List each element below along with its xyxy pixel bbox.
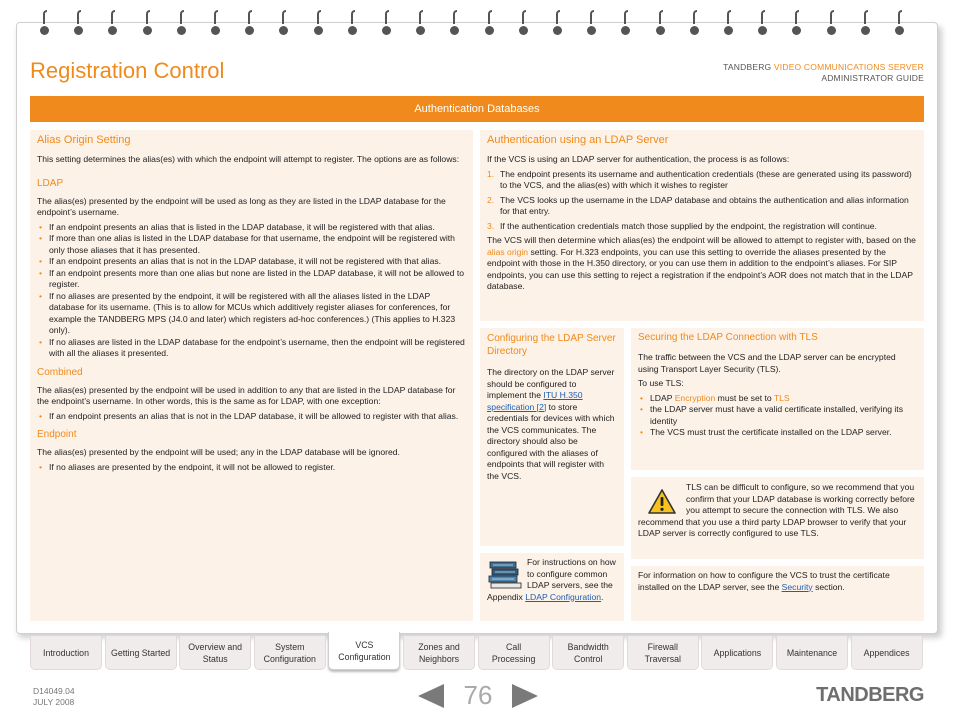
- configuring-text: [487, 367, 617, 482]
- securing-text: The traffic between the VCS and the LDAP server can be encrypted using Transport Layer Security (TLS).: [638, 352, 896, 374]
- binder-ring-icon: [861, 10, 871, 36]
- tab-call-processing[interactable]: [478, 636, 550, 670]
- tab-label: VCS Configuration: [338, 639, 391, 662]
- tls-warning-panel: [631, 477, 924, 559]
- tab-label: Bandwidth Control: [567, 641, 609, 664]
- alias-origin-heading: Alias Origin Setting: [37, 134, 131, 146]
- certificate-trust-text: [638, 570, 917, 593]
- configuring-panel: [480, 328, 624, 546]
- list-item: [487, 221, 917, 233]
- step-number: 1.: [487, 168, 495, 179]
- ldap-server-paragraph: [487, 235, 917, 293]
- tandberg-logo: TANDBERG: [816, 684, 924, 706]
- brand-guide: ADMINISTRATOR GUIDE: [821, 73, 924, 83]
- list-item: • If no aliases are presented by the endpoint, it will not be allowed to register.: [37, 462, 466, 474]
- tab-system-configuration[interactable]: [254, 636, 326, 670]
- securing-bullets: [638, 393, 917, 439]
- tab-applications[interactable]: [701, 636, 773, 670]
- ldap-server-steps: [487, 169, 917, 233]
- alias-origin-panel: [30, 130, 473, 621]
- tab-label: Overview and Status: [188, 641, 243, 664]
- binder-ring-icon: [177, 10, 187, 36]
- binder-ring-icon: [553, 10, 563, 36]
- paragraph-text: .: [601, 591, 604, 602]
- ldap-bullets: [37, 222, 466, 360]
- list-item: • the LDAP server must have a valid certificate installed, verifying its identity: [638, 404, 917, 427]
- paragraph-text: LDAP: [650, 392, 675, 403]
- binder-ring-icon: [792, 10, 802, 36]
- securing-to-use: To use TLS:: [638, 378, 684, 388]
- configuring-heading: Configuring the LDAP Server Directory: [487, 333, 616, 357]
- tab-label: Maintenance: [786, 647, 838, 658]
- combined-text: The alias(es) presented by the endpoint will be used in addition to any that are listed in the LDAP database for the endpoint’s username. In other words, this is the same as for LDAP, with one exception:: [37, 384, 456, 406]
- ldap-server-heading: Authentication using an LDAP Server: [487, 134, 669, 146]
- page-number: 76: [463, 680, 493, 710]
- tab-appendices[interactable]: [851, 636, 923, 670]
- tab-label: Firewall Traversal: [644, 641, 681, 664]
- next-page-arrow-icon[interactable]: [512, 684, 538, 708]
- list-item: [638, 393, 917, 405]
- securing-heading: Securing the LDAP Connection with TLS: [638, 332, 818, 343]
- ldap-server-intro: If the VCS is using an LDAP server for authentication, the process is as follows:: [487, 154, 790, 164]
- doc-number: D14049.04: [33, 686, 75, 696]
- document-id: [33, 686, 75, 708]
- tab-vcs-configuration[interactable]: [328, 632, 400, 670]
- step-number: 2.: [487, 194, 495, 205]
- section-banner: Authentication Databases: [30, 96, 924, 122]
- tab-maintenance[interactable]: [776, 636, 848, 670]
- binder-ring-icon: [211, 10, 221, 36]
- list-item: • If no aliases are listed in the LDAP database for the endpoint’s username, then the endpoint will be registered with all the aliases it presented.: [37, 337, 466, 360]
- tab-label: Call Processing: [491, 641, 536, 664]
- section-tabs: [30, 636, 924, 670]
- security-link[interactable]: Security: [781, 581, 813, 592]
- alias-origin-ref: alias origin: [487, 246, 529, 257]
- tab-label: Introduction: [43, 647, 89, 658]
- binder-ring-icon: [143, 10, 153, 36]
- doc-date: JULY 2008: [33, 697, 75, 707]
- list-item: • If an endpoint presents an alias that is not in the LDAP database, it will not be registered with that alias.: [37, 256, 466, 268]
- combined-subheading: Combined: [37, 366, 83, 378]
- binder-ring-icon: [245, 10, 255, 36]
- brand-header: [723, 62, 924, 84]
- list-item: • If an endpoint presents an alias that is listed in the LDAP database, it will be registered with that alias.: [37, 222, 466, 234]
- tab-label: Getting Started: [111, 647, 171, 658]
- ldap-text: The alias(es) presented by the endpoint will be used as long as they are listed in the LDAP database for the endpoint’s username.: [37, 195, 446, 217]
- endpoint-text: The alias(es) presented by the endpoint will be used; any in the LDAP database will be ignored.: [37, 447, 400, 457]
- tab-label: System Configuration: [263, 641, 316, 664]
- list-item: • The VCS must trust the certificate installed on the LDAP server.: [638, 427, 917, 439]
- endpoint-subheading: Endpoint: [37, 429, 77, 440]
- itu-h350-link[interactable]: ITU H.350 specification [2]: [487, 390, 583, 412]
- tab-label: Appendices: [863, 647, 910, 658]
- binder-ring-icon: [895, 10, 905, 36]
- ldap-subheading: LDAP: [37, 177, 64, 189]
- binder-ring-icon: [279, 10, 289, 36]
- tab-overview-and-status[interactable]: [179, 636, 251, 670]
- brand-company: TANDBERG: [723, 62, 774, 72]
- step-text: The VCS looks up the username in the LDAP database and obtains the authentication and alias information for that entry.: [500, 194, 909, 216]
- brand-product: VIDEO COMMUNICATIONS SERVER: [773, 62, 924, 72]
- step-text: If the authentication credentials match those supplied by the endpoint, the registration will continue.: [500, 220, 877, 231]
- list-item: • If an endpoint presents more than one alias but none are listed in the LDAP database, it will not be allowed to register.: [37, 268, 466, 291]
- binder-ring-icon: [758, 10, 768, 36]
- binder-rings: [40, 10, 920, 40]
- tab-introduction[interactable]: [30, 636, 102, 670]
- binder-ring-icon: [382, 10, 392, 36]
- binder-ring-icon: [74, 10, 84, 36]
- binder-ring-icon: [690, 10, 700, 36]
- tab-getting-started[interactable]: [105, 636, 177, 670]
- binder-ring-icon: [348, 10, 358, 36]
- paragraph-text: setting. For H.323 endpoints, you can use this setting to override the aliases presented by the endpoint with those in the H.350 directory, or you can use them in addition to the endpoint’s aliases. For SIP endpoints, you can use this setting to reject a registration if the endpoint’s AOR does not match that in the LDAP database.: [487, 246, 913, 291]
- paragraph-text: The VCS will then determine which alias(es) the endpoint will be allowed to attempt to register with, based on the: [487, 235, 916, 245]
- books-icon: [487, 559, 523, 589]
- paragraph-text: must be set to: [715, 392, 774, 403]
- binder-ring-icon: [108, 10, 118, 36]
- list-item: • If more than one alias is listed in the LDAP database for that username, the endpoint will be registered with only those aliases that it has presented.: [37, 233, 466, 256]
- paragraph-text: For information on how to configure the VCS to trust the certificate installed on the LDAP server, see the: [638, 570, 890, 592]
- ldap-configuration-link[interactable]: LDAP Configuration: [525, 591, 602, 602]
- endpoint-bullets: [37, 462, 466, 474]
- page-title: Registration Control: [30, 58, 225, 83]
- binder-ring-icon: [587, 10, 597, 36]
- tab-label: Zones and Neighbors: [418, 641, 460, 664]
- tab-zones-and-neighbors[interactable]: [403, 636, 475, 670]
- list-item: [487, 195, 917, 218]
- tls-value: TLS: [773, 392, 790, 403]
- securing-panel: [631, 328, 924, 470]
- previous-page-arrow-icon[interactable]: [418, 684, 444, 708]
- list-item: • If an endpoint presents an alias that is not in the LDAP database, it will be allowed to register with that alias.: [37, 411, 466, 423]
- warning-icon: [648, 488, 676, 516]
- binder-ring-icon: [621, 10, 631, 36]
- binder-ring-icon: [519, 10, 529, 36]
- binder-ring-icon: [656, 10, 666, 36]
- binder-ring-icon: [416, 10, 426, 36]
- alias-origin-intro: This setting determines the alias(es) with which the endpoint will attempt to register. The options are as follows:: [37, 154, 460, 164]
- list-item: [487, 169, 917, 192]
- appendix-instructions-panel: [480, 553, 624, 621]
- tab-label: Applications: [713, 647, 762, 658]
- binder-ring-icon: [724, 10, 734, 36]
- paragraph-text: to store credentials for devices with which the VCS communicates. The directory should also be configured with the aliases of endpoints that will register with the VCS.: [487, 401, 615, 481]
- paragraph-text: The directory on the LDAP server should be configured to implement the: [487, 367, 615, 400]
- step-text: The endpoint presents its username and authentication credentials (these are generated using its password) to the VCS, and the alias(es) with which it wishes to register: [500, 168, 912, 190]
- binder-ring-icon: [40, 10, 50, 36]
- ldap-server-panel: [480, 130, 924, 321]
- binder-ring-icon: [827, 10, 837, 36]
- paragraph-text: For instructions on how to configure common LDAP servers, see the Appendix: [487, 557, 616, 602]
- tab-firewall-traversal[interactable]: [627, 636, 699, 670]
- list-item: • If no aliases are presented by the endpoint, it will be registered with all the aliases listed in the LDAP database for its username. (This is to allow for MCUs which additively register aliases for conferences, for example the TANDBERG MPS (J4.0 and later) which registers ad-hoc conferences.) (This applies to H.323 only).: [37, 291, 466, 337]
- tab-bandwidth-control[interactable]: [552, 636, 624, 670]
- encryption-setting: Encryption: [674, 392, 716, 403]
- binder-ring-icon: [450, 10, 460, 36]
- pager: [418, 680, 538, 712]
- tls-warning-text: TLS can be difficult to configure, so we recommend that you confirm that your LDAP database is working correctly before you attempt to secure the connection with TLS. We also recommend that you use a third party LDAP browser to verify that your LDAP server is correctly configured to use TLS.: [638, 482, 915, 538]
- paragraph-text: section.: [812, 581, 845, 592]
- certificate-trust-panel: [631, 566, 924, 621]
- binder-ring-icon: [314, 10, 324, 36]
- step-number: 3.: [487, 220, 495, 231]
- binder-ring-icon: [485, 10, 495, 36]
- combined-bullets: [37, 411, 466, 423]
